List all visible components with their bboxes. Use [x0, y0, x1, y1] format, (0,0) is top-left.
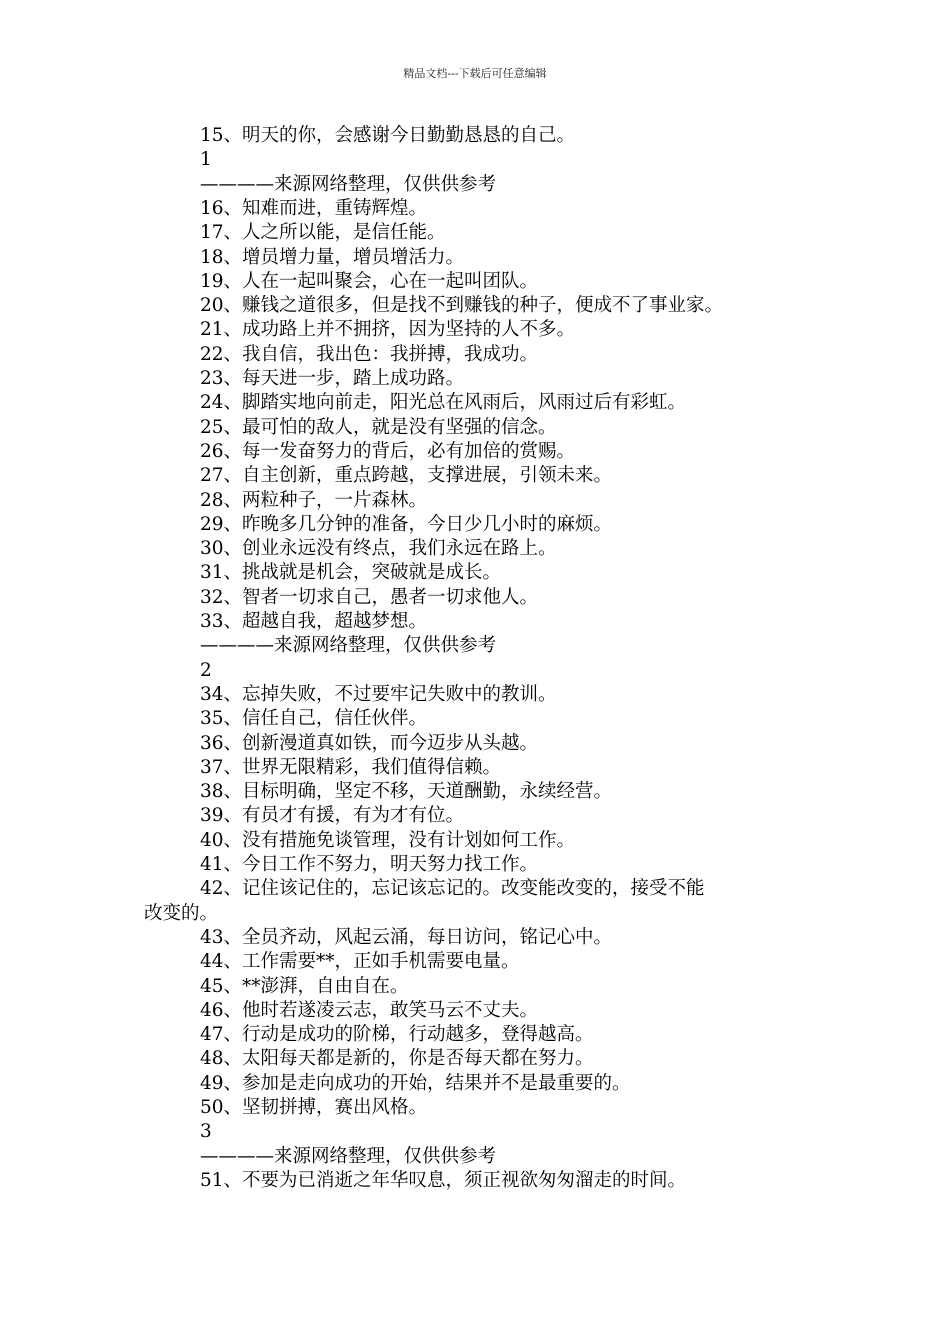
text-line: 2	[200, 659, 212, 681]
text-line: 39、有员才有援，有为才有位。	[200, 805, 465, 827]
text-line: ————来源网络整理，仅供供参考	[200, 1145, 497, 1167]
text-line: 46、他时若遂凌云志，敢笑马云不丈夫。	[200, 999, 539, 1021]
text-line: 26、每一发奋努力的背后，必有加倍的赏赐。	[200, 440, 576, 462]
text-line: ————来源网络整理，仅供供参考	[200, 635, 497, 657]
text-line: 27、自主创新，重点跨越，支撑进展，引领未来。	[200, 465, 613, 487]
text-line: 17、人之所以能，是信任能。	[200, 222, 446, 244]
text-line: 3	[200, 1121, 212, 1143]
text-line: 25、最可怕的敌人，就是没有坚强的信念。	[200, 416, 557, 438]
text-line: 31、挑战就是机会，突破就是成长。	[200, 562, 502, 584]
text-line: 20、赚钱之道很多，但是找不到赚钱的种子，便成不了事业家。	[200, 295, 724, 317]
text-line: 22、我自信，我出色：我拼搏，我成功。	[200, 343, 539, 365]
text-line: 41、今日工作不努力，明天努力找工作。	[200, 854, 539, 875]
text-line: ————来源网络整理，仅供供参考	[200, 173, 497, 195]
text-line: 42、记住该记住的，忘记该忘记的。改变能改变的，接受不能	[200, 878, 705, 900]
text-line: 28、两粒种子，一片森林。	[200, 489, 428, 511]
text-line: 51、不要为已消逝之年华叹息，须正视欲匆匆溜走的时间。	[200, 1169, 687, 1191]
text-line: 40、没有措施免谈管理，没有计划如何工作。	[200, 829, 576, 851]
text-line: 45、**澎湃，自由自在。	[200, 975, 409, 997]
text-line: 23、每天进一步，踏上成功路。	[200, 368, 465, 389]
text-line: 21、成功路上并不拥挤，因为坚持的人不多。	[200, 319, 576, 341]
text-line: 38、目标明确，坚定不移，天道酬勤，永续经营。	[200, 781, 613, 803]
text-line: 47、行动是成功的阶梯，行动越多，登得越高。	[200, 1024, 594, 1046]
text-line: 33、超越自我，超越梦想。	[200, 611, 428, 632]
text-line: 35、信任自己，信任伙伴。	[200, 708, 428, 730]
text-line: 19、人在一起叫聚会，心在一起叫团队。	[200, 270, 539, 292]
text-line: 18、增员增力量，增员增活力。	[200, 246, 465, 268]
text-line: 34、忘掉失败，不过要牢记失败中的教训。	[200, 683, 557, 705]
text-line: 24、脚踏实地向前走，阳光总在风雨后，风雨过后有彩虹。	[200, 392, 687, 414]
text-line: 50、坚韧拼搏，赛出风格。	[200, 1097, 428, 1118]
text-line: 改变的。	[144, 902, 219, 924]
page-header: 精品文档---下载后可任意编辑	[403, 67, 547, 80]
text-line: 32、智者一切求自己，愚者一切求他人。	[200, 586, 539, 608]
text-line: 16、知难而进，重铸辉煌。	[200, 197, 428, 219]
text-line: 29、昨晚多几分钟的准备，今日少几小时的麻烦。	[200, 513, 613, 535]
text-line: 43、全员齐动，风起云涌，每日访问，铭记心中。	[200, 926, 613, 948]
text-line: 36、创新漫道真如铁，而今迈步从头越。	[200, 732, 539, 754]
text-line: 44、工作需要**，正如手机需要电量。	[200, 951, 520, 973]
text-line: 30、创业永远没有终点，我们永远在路上。	[200, 538, 557, 560]
text-line: 37、世界无限精彩，我们值得信赖。	[200, 756, 502, 778]
text-line: 49、参加是走向成功的开始，结果并不是最重要的。	[200, 1072, 631, 1094]
text-line: 15、明天的你，会感谢今日勤勤恳恳的自己。	[200, 125, 576, 146]
text-line: 1	[200, 149, 212, 171]
text-line: 48、太阳每天都是新的，你是否每天都在努力。	[200, 1048, 594, 1070]
